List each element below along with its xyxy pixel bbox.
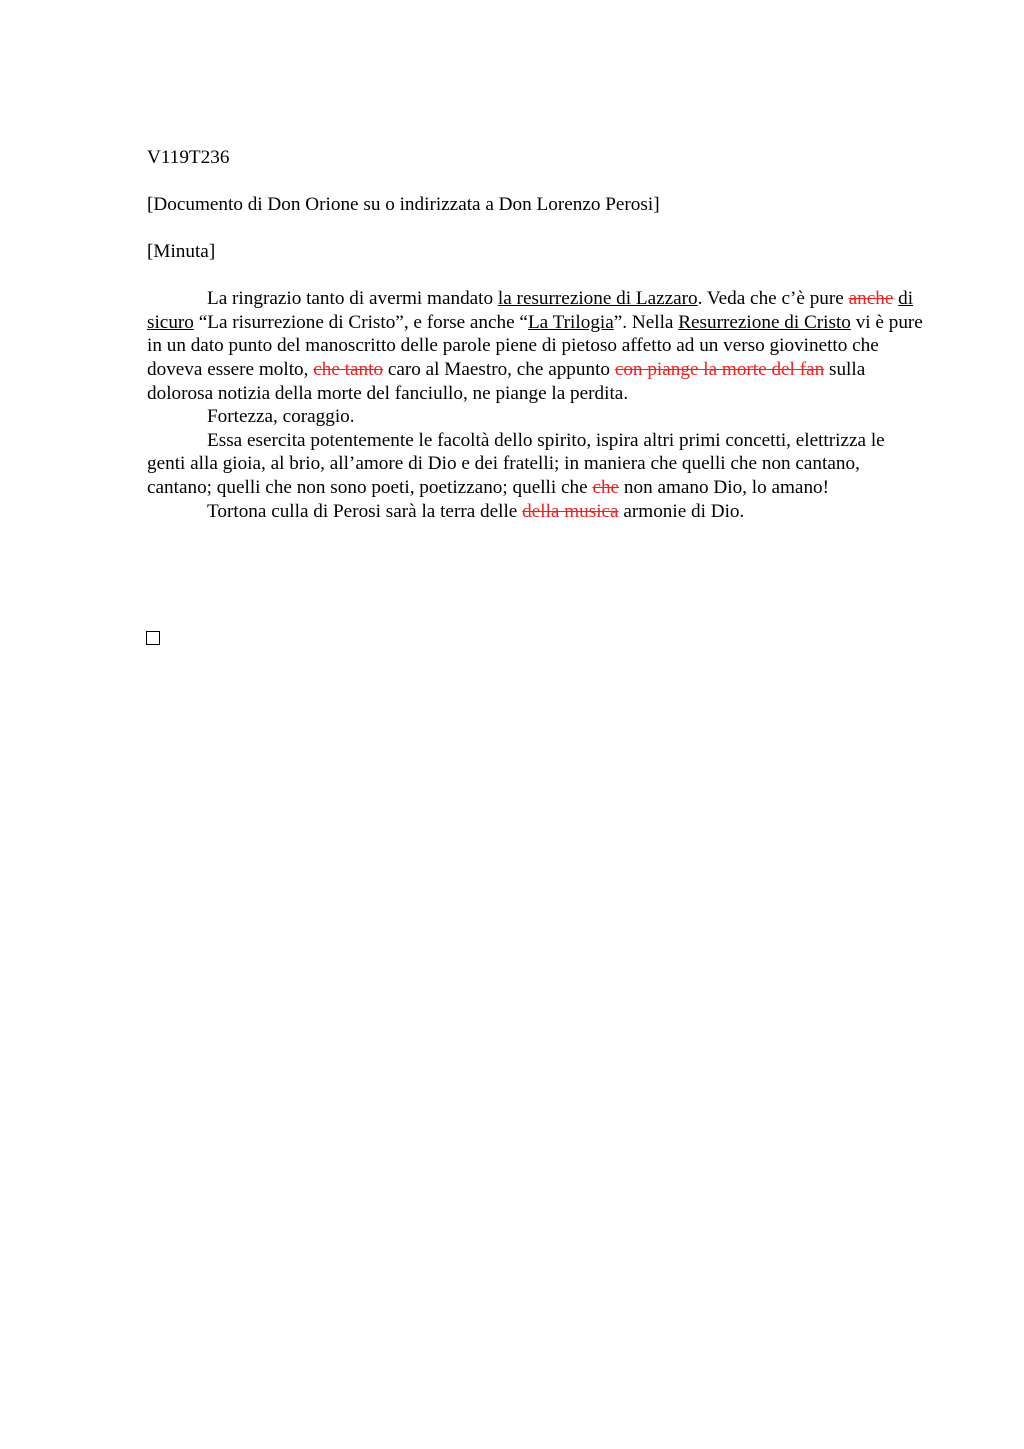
- paragraph-4: [147, 500, 927, 524]
- paragraph-2: Fortezza, coraggio.: [207, 406, 355, 428]
- text-segment: armonie di Dio.: [618, 500, 745, 522]
- underlined-title-trilogia: La Trilogia: [527, 311, 614, 333]
- document-type: [Minuta]: [147, 241, 216, 263]
- text-segment: Essa esercita potentemente le facoltà dello spirito, ispira altri primi concetti, elettrizza le genti alla gioia, al brio, all’amore di Dio e dei fratelli; in maniera che quelli che non cantano, cantano; quelli che non sono poeti, poetizzano; quelli che: [147, 429, 885, 499]
- deleted-text: anche: [848, 288, 894, 310]
- document-body: [147, 146, 927, 523]
- checkbox-icon[interactable]: [146, 631, 160, 645]
- text-segment: non amano Dio, lo amano!: [619, 477, 830, 499]
- text-segment: sulla dolorosa notizia della morte del fanciullo, ne piange la perdita.: [147, 359, 866, 404]
- deleted-text: con piange la morte del fan: [614, 359, 825, 381]
- text-segment: caro al Maestro, che appunto: [383, 359, 615, 381]
- deleted-text: che tanto: [313, 359, 384, 381]
- deleted-text: che: [592, 477, 620, 499]
- paragraph-1: [147, 287, 927, 405]
- text-segment: ”. Nella: [613, 311, 679, 333]
- deleted-text: della musica: [522, 500, 619, 522]
- underlined-title-cristo: Resurrezione di Cristo: [678, 311, 851, 333]
- underlined-title-lazzaro: la resurrezione di Lazzaro: [497, 288, 698, 310]
- paragraph-3: [147, 429, 927, 500]
- text-segment: Tortona culla di Perosi sarà la terra delle: [207, 500, 523, 522]
- document-title: [Documento di Don Orione su o indirizzata a Don Lorenzo Perosi]: [147, 194, 660, 216]
- underlined-text: di sicuro: [147, 288, 914, 333]
- text-segment: . Veda che c’è pure: [697, 288, 849, 310]
- document-id: V119T236: [147, 147, 230, 168]
- text-segment: vi è pure in un dato punto del manoscritto delle parole piene di pietoso affetto ad un verso giovinetto che doveva essere molto,: [147, 311, 923, 381]
- text-segment: La ringrazio tanto di avermi mandato: [207, 288, 498, 310]
- text-segment: “La risurrezione di Cristo”, e forse anche “: [193, 311, 528, 333]
